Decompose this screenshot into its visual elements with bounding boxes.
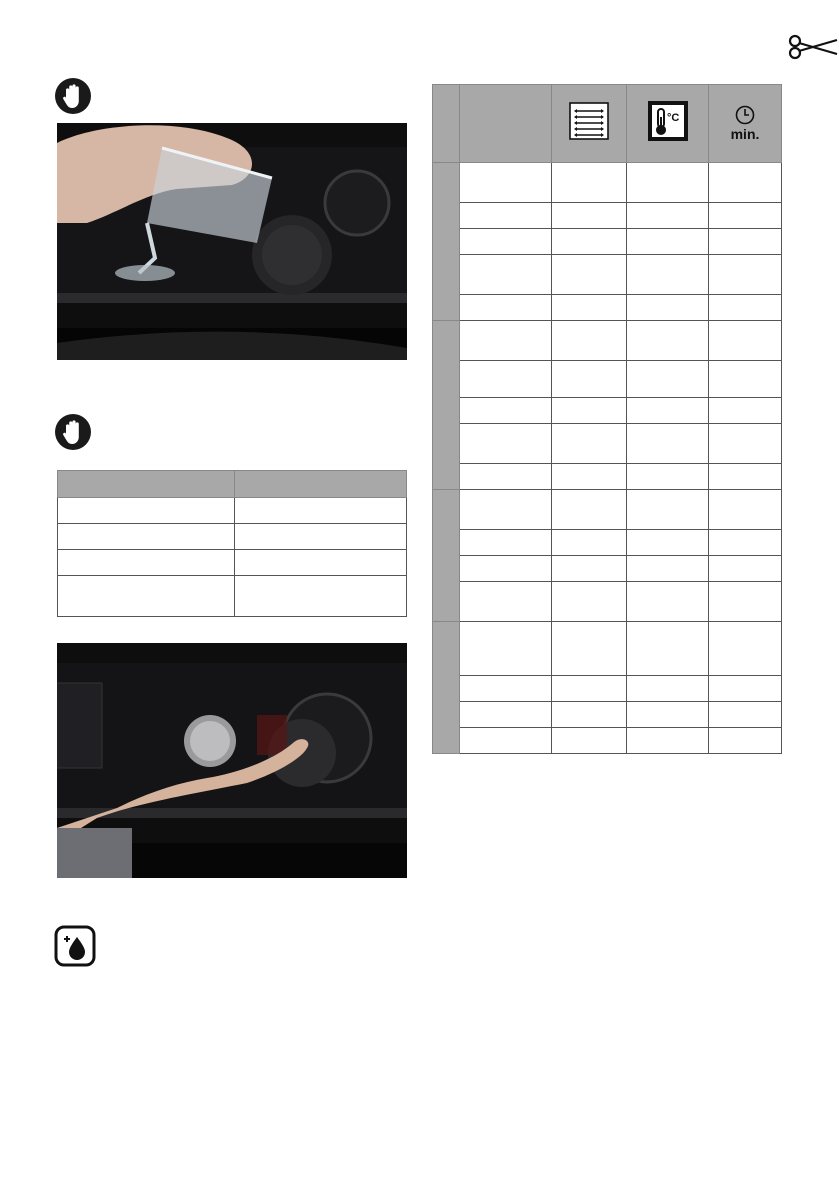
table-cell — [552, 530, 627, 556]
shelf-level-icon — [566, 100, 612, 142]
temperature-header — [627, 85, 709, 163]
hand-stop-icon — [54, 413, 92, 451]
time-unit-label: min. — [730, 126, 760, 142]
table-row — [433, 702, 782, 728]
table-cell — [627, 530, 709, 556]
shelf-level-header — [552, 85, 627, 163]
time-header — [709, 85, 782, 163]
thermometer-icon — [646, 99, 690, 143]
table-cell — [552, 295, 627, 321]
table-cell — [552, 321, 627, 361]
table-cell — [552, 490, 627, 530]
table-cell — [460, 622, 552, 676]
water-drop-icon — [54, 925, 96, 967]
table-row — [433, 728, 782, 754]
table-cell — [627, 163, 709, 203]
table-cell — [709, 203, 782, 229]
table-cell — [627, 728, 709, 754]
table-cell — [460, 556, 552, 582]
table-cell — [552, 163, 627, 203]
table-cell — [627, 255, 709, 295]
table-row — [433, 490, 782, 530]
table-cell — [552, 361, 627, 398]
table-row — [58, 550, 407, 576]
settings-table-small — [57, 470, 407, 617]
table-cell — [460, 398, 552, 424]
table-cell — [460, 530, 552, 556]
table-cell — [552, 464, 627, 490]
table-row — [433, 424, 782, 464]
table-header-cell — [433, 85, 460, 163]
table-cell — [460, 321, 552, 361]
table-cell — [709, 255, 782, 295]
table-cell — [627, 321, 709, 361]
table-cell — [460, 203, 552, 229]
table-cell — [235, 550, 407, 576]
table-cell — [709, 229, 782, 255]
table-cell — [627, 361, 709, 398]
table-row — [433, 255, 782, 295]
table-row — [433, 530, 782, 556]
table-cell — [709, 582, 782, 622]
table-cell — [58, 498, 235, 524]
table-cell — [709, 361, 782, 398]
table-cell — [552, 728, 627, 754]
table-row — [433, 676, 782, 702]
group-cell — [433, 321, 460, 490]
table-cell — [235, 576, 407, 617]
table-header-row — [58, 471, 407, 498]
table-cell — [709, 728, 782, 754]
table-cell — [552, 229, 627, 255]
table-cell — [552, 622, 627, 676]
table-cell — [235, 498, 407, 524]
table-cell — [709, 398, 782, 424]
table-cell — [552, 203, 627, 229]
table-cell — [627, 490, 709, 530]
table-row — [433, 398, 782, 424]
svg-text:°C: °C — [666, 112, 679, 124]
table-cell — [552, 702, 627, 728]
table-row — [433, 321, 782, 361]
table-cell — [552, 424, 627, 464]
table-cell — [627, 622, 709, 676]
table-row — [58, 498, 407, 524]
table-row — [58, 576, 407, 617]
table-cell — [460, 702, 552, 728]
table-cell — [709, 295, 782, 321]
table-row — [433, 464, 782, 490]
table-cell — [552, 676, 627, 702]
table-cell — [460, 464, 552, 490]
table-cell — [709, 530, 782, 556]
table-cell — [709, 490, 782, 530]
table-cell — [460, 676, 552, 702]
table-cell — [627, 464, 709, 490]
table-cell — [627, 398, 709, 424]
table-cell — [460, 295, 552, 321]
table-header-cell — [460, 85, 552, 163]
table-row — [433, 203, 782, 229]
table-cell — [460, 424, 552, 464]
table-cell — [552, 582, 627, 622]
table-cell — [235, 524, 407, 550]
scissors-icon — [787, 34, 839, 60]
table-cell — [627, 676, 709, 702]
hand-stop-icon — [54, 77, 92, 115]
table-cell — [627, 203, 709, 229]
table-cell — [460, 582, 552, 622]
table-cell — [552, 398, 627, 424]
table-cell — [709, 622, 782, 676]
table-cell — [460, 163, 552, 203]
group-cell — [433, 622, 460, 754]
table-cell — [460, 490, 552, 530]
clock-icon — [731, 105, 759, 125]
table-cell — [709, 556, 782, 582]
table-row — [433, 163, 782, 203]
table-cell — [709, 464, 782, 490]
table-cell — [552, 556, 627, 582]
table-cell — [627, 424, 709, 464]
table-cell — [58, 550, 235, 576]
table-row — [433, 556, 782, 582]
table-cell — [627, 582, 709, 622]
table-row — [433, 582, 782, 622]
table-cell — [627, 556, 709, 582]
table-cell — [627, 229, 709, 255]
table-cell — [460, 361, 552, 398]
group-cell — [433, 163, 460, 321]
table-header-row — [433, 85, 782, 163]
oven-knob-press-photo — [57, 643, 407, 878]
baking-table — [432, 84, 782, 754]
oven-water-pour-photo — [57, 123, 407, 360]
table-cell — [460, 229, 552, 255]
table-row — [433, 229, 782, 255]
table-cell — [58, 576, 235, 617]
table-cell — [709, 676, 782, 702]
table-row — [433, 622, 782, 676]
table-row — [433, 295, 782, 321]
table-cell — [709, 321, 782, 361]
table-cell — [627, 702, 709, 728]
table-cell — [460, 255, 552, 295]
table-header-cell — [235, 471, 407, 498]
group-cell — [433, 490, 460, 622]
table-header-cell — [58, 471, 235, 498]
table-cell — [709, 424, 782, 464]
table-row — [433, 361, 782, 398]
table-cell — [627, 295, 709, 321]
table-cell — [460, 728, 552, 754]
table-cell — [709, 163, 782, 203]
table-cell — [58, 524, 235, 550]
table-row — [58, 524, 407, 550]
table-cell — [709, 702, 782, 728]
table-cell — [552, 255, 627, 295]
